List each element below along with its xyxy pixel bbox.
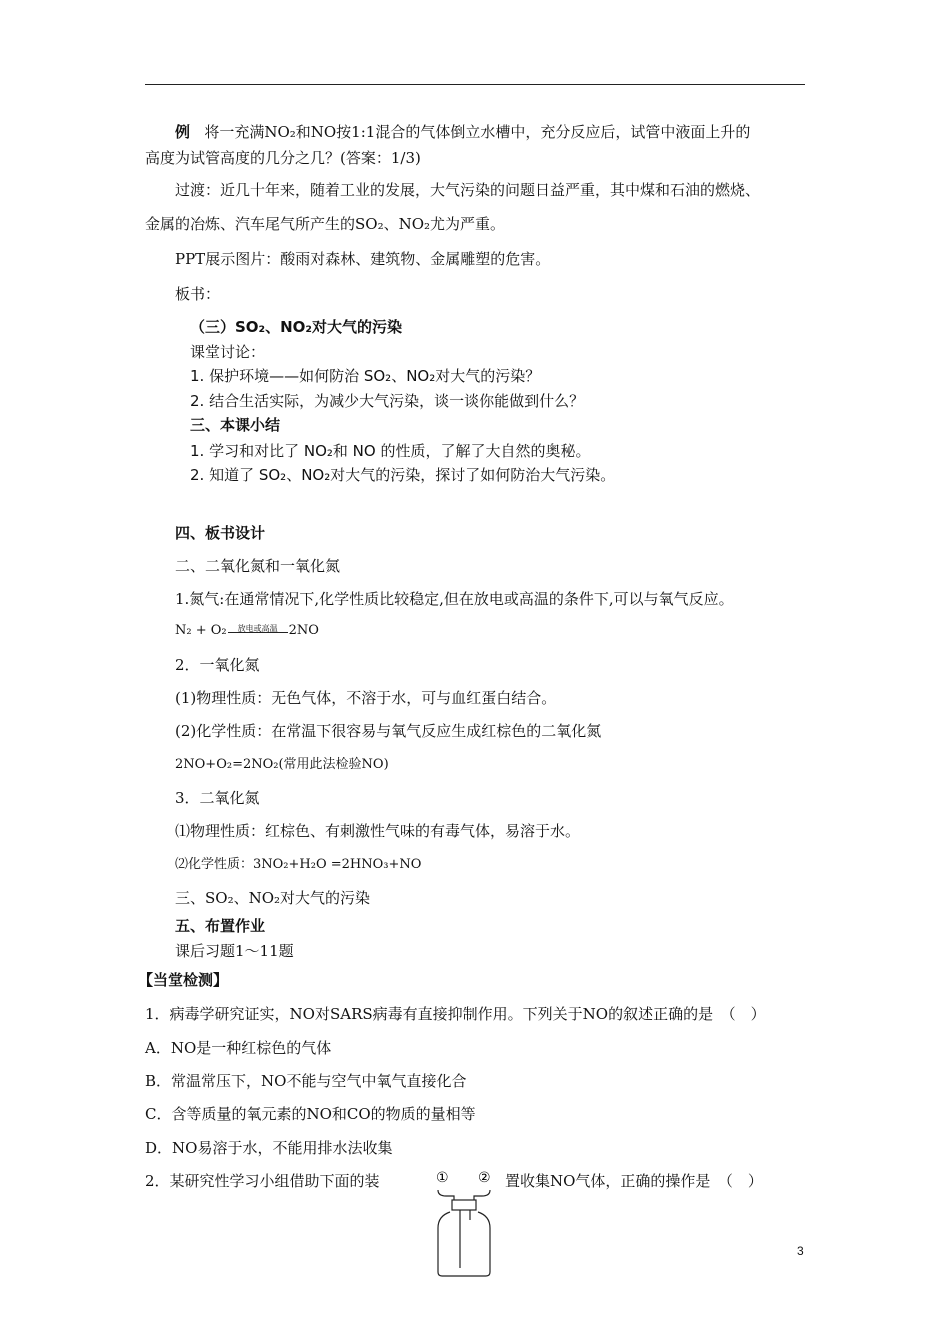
design-n2: 1.氮气:在通常情况下,化学性质比较稳定,但在放电或高温的条件下,可以与氧气反应。 [175, 590, 734, 608]
example-text-1: 将一充满NO₂和NO按1:1混合的气体倒立水槽中，充分反应后，试管中液面上升的 [204, 123, 751, 141]
design-no2-phys: ⑴物理性质：红棕色、有刺激性气味的有毒气体，易溶于水。 [175, 822, 581, 840]
design-no-chem: (2)化学性质：在常温下很容易与氧气反应生成红棕色的二氧化氮 [175, 722, 602, 740]
equation-left: N₂ + O₂ [175, 623, 227, 638]
board-summary-1: 1. 学习和对比了 NO₂和 NO 的性质，了解了大自然的奥秘。 [190, 442, 591, 460]
example-line-2: 高度为试管高度的几分之几？(答案：1/3) [145, 149, 421, 167]
example-line-1 [175, 122, 750, 142]
homework-heading: 五、布置作业 [175, 917, 266, 935]
check-q1-option-a: A．NO是一种红棕色的气体 [145, 1039, 332, 1057]
page-number: 3 [797, 1244, 804, 1258]
gas-bottle-diagram [428, 1168, 504, 1280]
transition-line-1: 过渡：近几十年来，随着工业的发展，大气污染的问题日益严重，其中煤和石油的燃烧、 [175, 181, 761, 199]
check-q2-post: 置收集NO气体，正确的操作是 （ ） [505, 1172, 763, 1190]
design-equation [175, 621, 319, 641]
reaction-arrow [228, 623, 288, 639]
transition-line-2: 金属的冶炼、汽车尾气所产生的SO₂、NO₂尤为严重。 [145, 215, 506, 233]
port-1-label: ① [436, 1170, 449, 1186]
reaction-condition: 放电或高温 [237, 623, 278, 633]
board-summary-heading: 三、本课小结 [190, 416, 281, 434]
board-summary-2: 2. 知道了 SO₂、NO₂对大气的污染，探讨了如何防治大气污染。 [190, 466, 616, 484]
example-tag: 例 [175, 123, 191, 141]
board-heading: （三）SO₂、NO₂对大气的污染 [190, 318, 403, 336]
design-no2-heading: 3．二氧化氮 [175, 789, 260, 807]
design-no-eq: 2NO+O₂=2NO₂(常用此法检验NO) [175, 757, 389, 772]
header-rule [145, 84, 805, 85]
board-discussion: 课堂讨论： [190, 343, 266, 361]
design-no-phys: (1)物理性质：无色气体，不溶于水，可与血红蛋白结合。 [175, 689, 557, 707]
homework-text: 课后习题1～11题 [175, 942, 294, 960]
design-sub3: 三、SO₂、NO₂对大气的污染 [175, 889, 371, 907]
check-q1: 1．病毒学研究证实，NO对SARS病毒有直接抑制作用。下列关于NO的叙述正确的是 （ ） [145, 1005, 766, 1023]
check-q1-option-c: C．含等质量的氧元素的NO和CO的物质的量相等 [145, 1105, 476, 1123]
check-q1-option-d: D．NO易溶于水，不能用排水法收集 [145, 1139, 393, 1157]
design-heading: 四、板书设计 [175, 524, 266, 542]
check-q2-pre: 2．某研究性学习小组借助下面的装 [145, 1172, 380, 1190]
design-no-heading: 2．一氧化氮 [175, 656, 260, 674]
design-sub2: 二、二氧化氮和一氧化氮 [175, 557, 341, 575]
board-label: 板书： [175, 285, 221, 303]
equation-right: 2NO [288, 623, 319, 638]
board-question-2: 2. 结合生活实际，为减少大气污染，谈一谈你能做到什么？ [190, 392, 585, 410]
ppt-line: PPT展示图片：酸雨对森林、建筑物、金属雕塑的危害。 [175, 250, 551, 268]
port-2-label: ② [478, 1170, 491, 1186]
board-question-1: 1. 保护环境——如何防治 SO₂、NO₂对大气的污染？ [190, 367, 541, 385]
check-q1-option-b: B．常温常压下，NO不能与空气中氧气直接化合 [145, 1072, 467, 1090]
design-no2-chem: ⑵化学性质：3NO₂+H₂O =2HNO₃+NO [175, 857, 422, 872]
check-heading: 【当堂检测】 [138, 971, 229, 989]
